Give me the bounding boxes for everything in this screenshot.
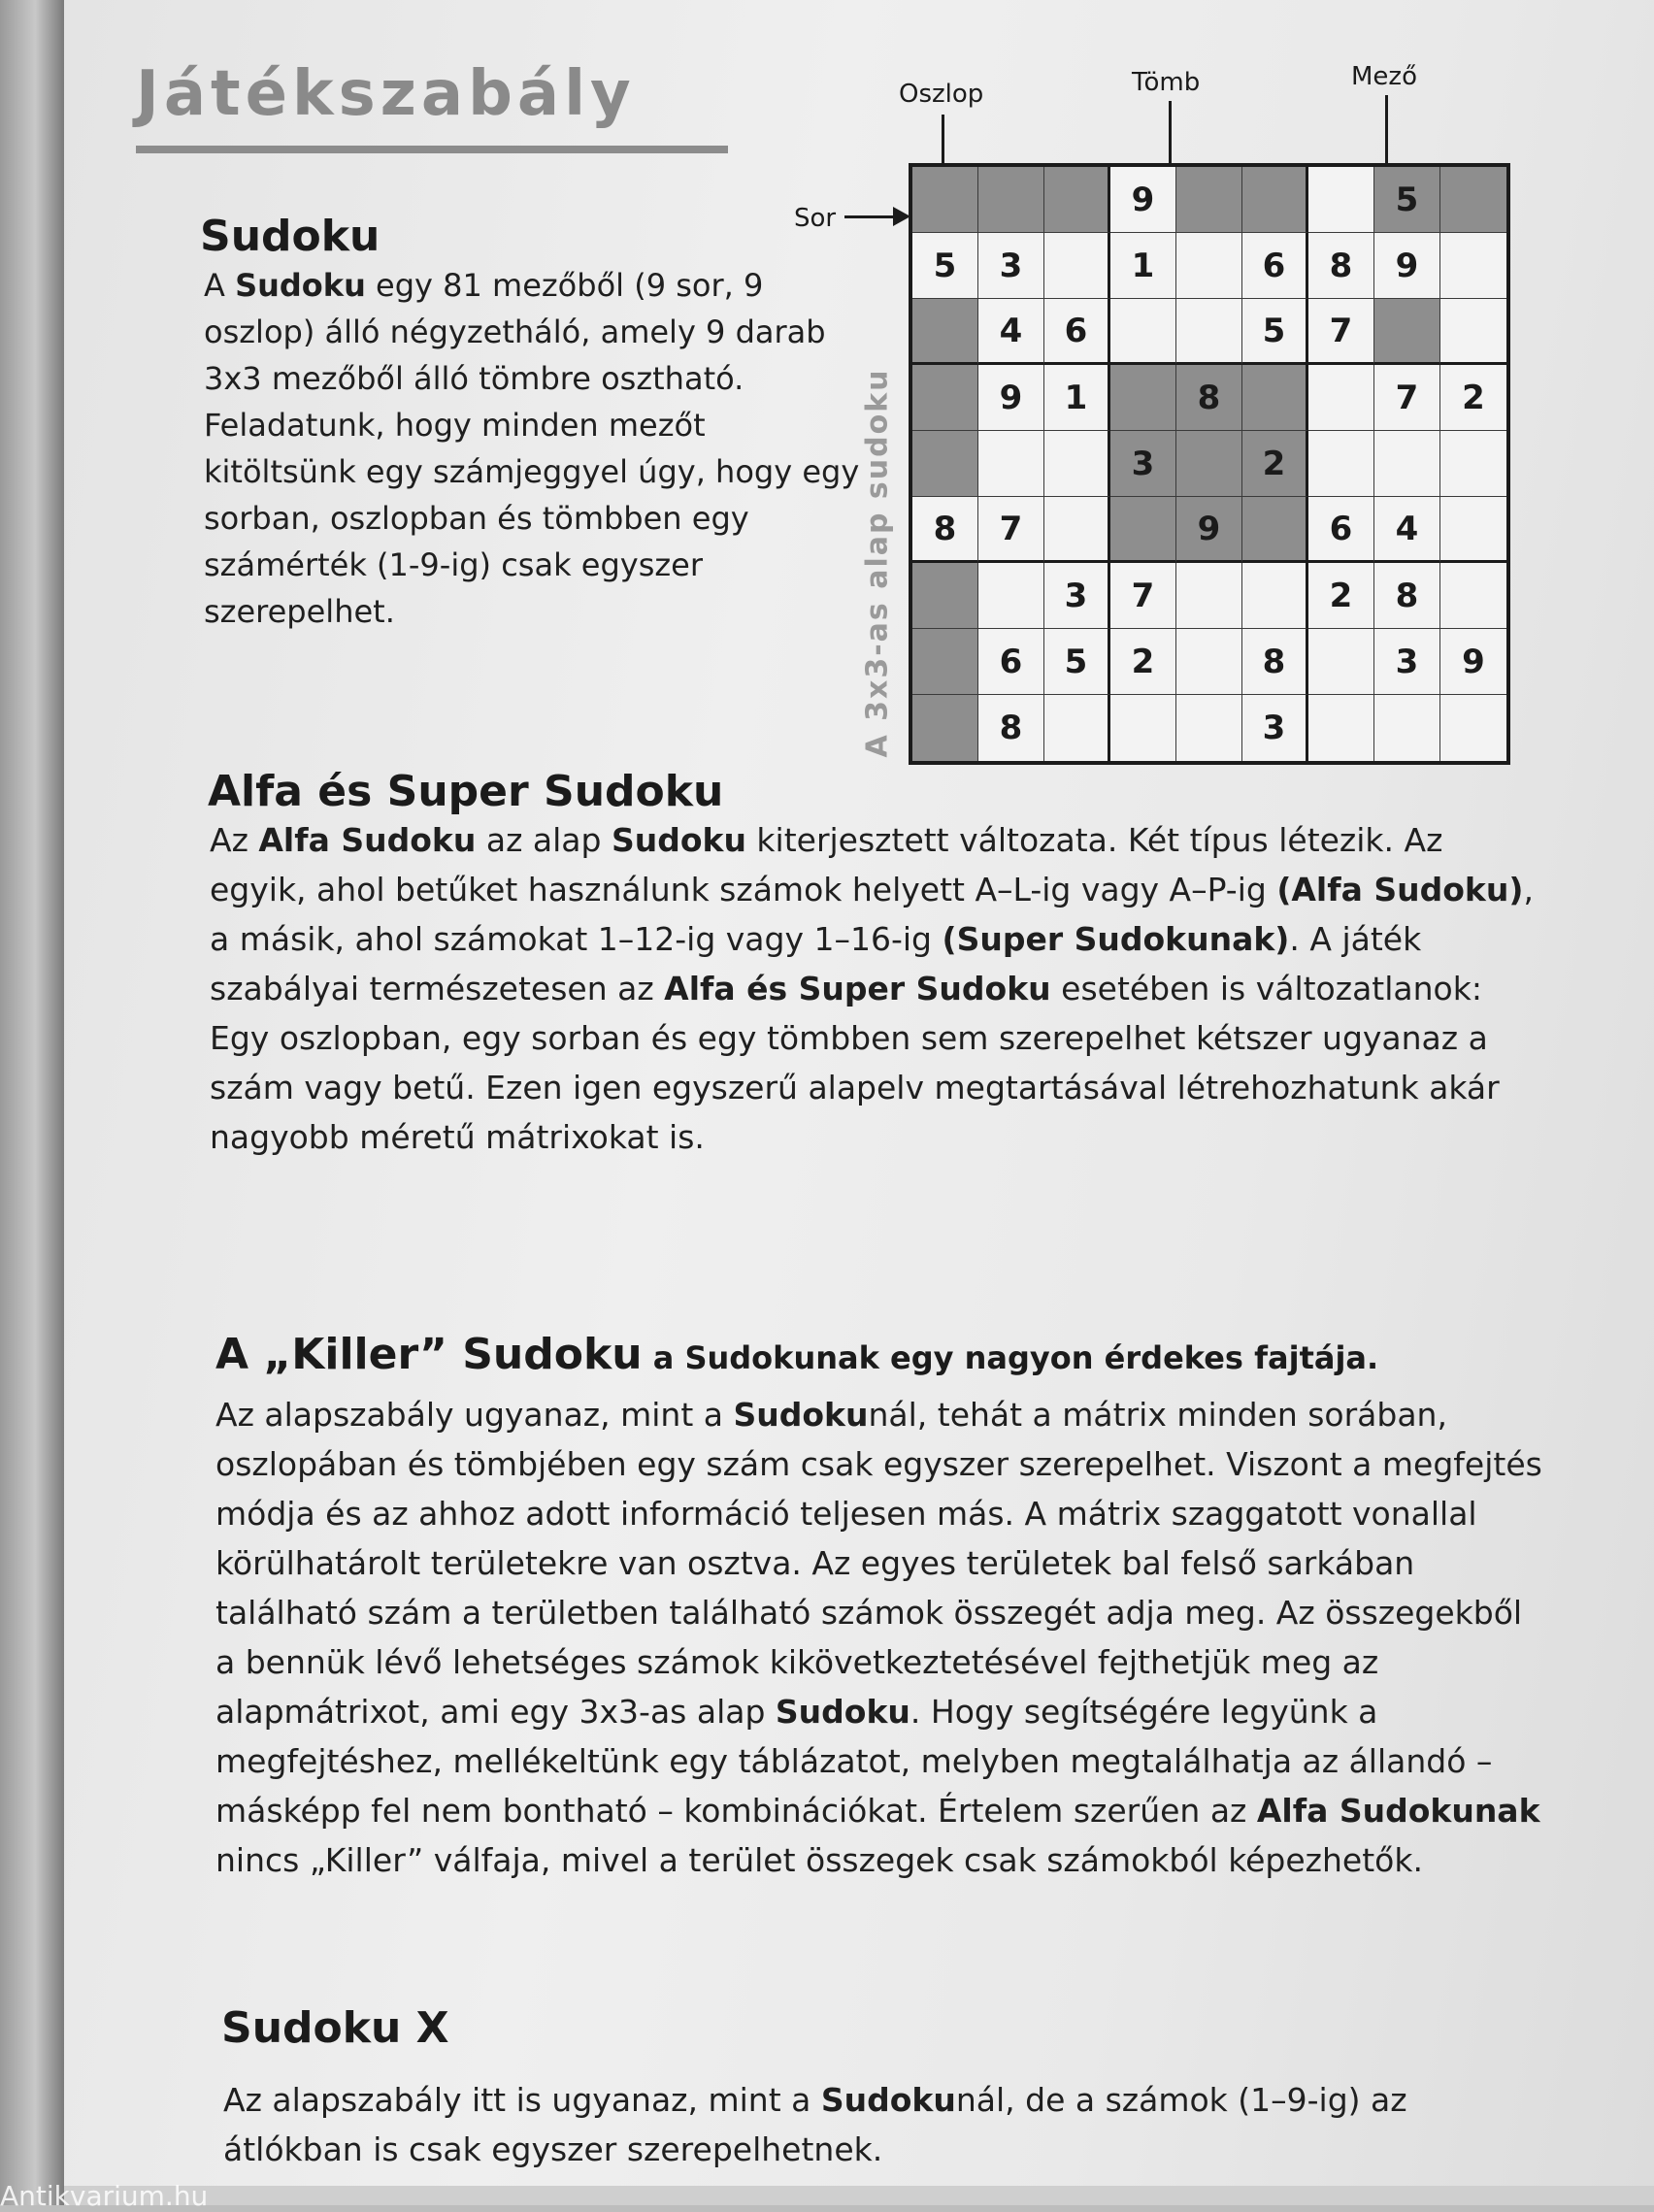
grid-cell <box>1044 167 1110 233</box>
grid-cell: 7 <box>1110 563 1176 629</box>
grid-cell <box>912 629 978 695</box>
grid-cell: 8 <box>1308 233 1374 299</box>
grid-cell <box>978 167 1044 233</box>
page-title: Játékszabály <box>136 58 636 130</box>
grid-cell <box>1110 497 1176 563</box>
grid-cell: 2 <box>1110 629 1176 695</box>
bold-text: (Super Sudokunak) <box>942 920 1290 958</box>
grid-cell: 6 <box>1044 299 1110 365</box>
grid-cell <box>1308 167 1374 233</box>
grid-cell: 8 <box>1374 563 1440 629</box>
grid-cell: 4 <box>978 299 1044 365</box>
grid-cell <box>912 563 978 629</box>
grid-cell <box>1044 497 1110 563</box>
grid-cell: 8 <box>912 497 978 563</box>
label-sor: Sor <box>794 204 837 233</box>
grid-cell <box>1440 431 1506 497</box>
sudoku-heading: Sudoku <box>200 212 380 261</box>
text-run: Az alapszabály ugyanaz, mint a <box>215 1396 734 1434</box>
bold-text: Sudoku <box>611 821 746 859</box>
text-run: Az <box>210 821 259 859</box>
grid-cell <box>1440 233 1506 299</box>
grid-cell: 8 <box>1176 365 1242 431</box>
grid-cell: 7 <box>978 497 1044 563</box>
grid-cell: 6 <box>1242 233 1308 299</box>
grid-cell: 4 <box>1374 497 1440 563</box>
bold-text: Sudoku <box>775 1693 910 1731</box>
grid-cell <box>978 563 1044 629</box>
grid-cell: 2 <box>1242 431 1308 497</box>
grid-cell <box>1242 497 1308 563</box>
grid-cell <box>1242 365 1308 431</box>
grid-cell <box>912 167 978 233</box>
grid-cell: 5 <box>912 233 978 299</box>
grid-cell <box>1440 695 1506 761</box>
grid-cell: 7 <box>1308 299 1374 365</box>
label-tomb: Tömb <box>1132 68 1201 97</box>
grid-cell: 5 <box>1242 299 1308 365</box>
grid-cell <box>1440 497 1506 563</box>
grid-cell: 2 <box>1308 563 1374 629</box>
grid-cell <box>1308 695 1374 761</box>
grid-cell <box>1110 365 1176 431</box>
killer-paragraph <box>215 1390 1545 1885</box>
grid-cell <box>1044 431 1110 497</box>
grid-cell <box>1110 299 1176 365</box>
grid-cell <box>1440 563 1506 629</box>
grid-cell <box>1374 431 1440 497</box>
grid-cell <box>1374 695 1440 761</box>
arrow-oszlop <box>942 115 944 165</box>
grid-cell <box>1308 431 1374 497</box>
text-run: esetében is változatlanok: Egy oszlopban, egy sorban és egy tömbben sem szerepelhet kétszer ugyanaz a szám vagy betű. Ezen igen egyszerű alapelv megtartásával létrehozhatunk akár nagyobb méretű mátrixokat is. <box>210 970 1500 1156</box>
grid-cell <box>1308 365 1374 431</box>
text-run: , a másik, ahol számokat 1–12-ig vagy 1–16-ig <box>210 871 1534 958</box>
text-run: nincs „Killer” válfaja, mivel a terület összegek csak számokból képezhetők. <box>215 1841 1423 1879</box>
book-spine <box>0 0 64 2205</box>
grid-cell: 6 <box>978 629 1044 695</box>
grid-cell: 7 <box>1374 365 1440 431</box>
sudokux-paragraph <box>223 2075 1485 2174</box>
grid-cell <box>1242 167 1308 233</box>
bold-text: Alfa Sudoku <box>258 821 477 859</box>
text-run: nál, de a számok (1–9-ig) az átlókban is csak egyszer szerepelhetnek. <box>223 2081 1407 2168</box>
title-underline <box>136 146 728 153</box>
grid-cell <box>1242 563 1308 629</box>
sudoku-grid <box>909 163 1510 765</box>
grid-cell <box>1176 563 1242 629</box>
grid-cell <box>1044 695 1110 761</box>
label-mezo: Mező <box>1351 62 1417 91</box>
text-run: . A játék szabályai természetesen az <box>210 920 1422 1007</box>
alfa-paragraph <box>210 815 1539 1162</box>
label-oszlop: Oszlop <box>899 80 984 109</box>
page-bottom-edge <box>64 2186 1654 2205</box>
grid-cell <box>912 431 978 497</box>
grid-cell <box>1176 167 1242 233</box>
grid-cell: 8 <box>978 695 1044 761</box>
grid-cell: 9 <box>1440 629 1506 695</box>
grid-cell: 2 <box>1440 365 1506 431</box>
sudokux-heading: Sudoku X <box>221 2003 449 2053</box>
grid-cell <box>1176 233 1242 299</box>
grid-cell: 5 <box>1044 629 1110 695</box>
alfa-heading: Alfa és Super Sudoku <box>208 767 724 816</box>
grid-cell: 5 <box>1374 167 1440 233</box>
grid-cell: 6 <box>1308 497 1374 563</box>
grid-cell <box>1176 299 1242 365</box>
bold-text: Alfa és Super Sudoku <box>664 970 1051 1007</box>
grid-cell <box>1308 629 1374 695</box>
killer-heading <box>215 1330 1378 1379</box>
bold-text: Sudoku <box>820 2081 956 2119</box>
grid-cell <box>1176 695 1242 761</box>
diagram-caption: A 3x3-as alap sudoku <box>860 368 895 758</box>
text-run: az alap <box>476 821 612 859</box>
text-run: nál, tehát a mátrix minden sorában, oszlopában és tömbjében egy szám csak egyszer szerepelhet. Viszont a megfejtés módja és az ahhoz adott információ teljesen más. A mátrix szaggatott vonallal körülhatárolt területekre van osztva. Az egyes területek bal felső sarkában található szám a területben található számok összegét adja meg. Az összegekből a bennük lévő lehetséges számok kikövetkeztetésével fejthetjük meg az alapmátrixot, ami egy 3x3-as alap <box>215 1396 1542 1731</box>
grid-cell: 3 <box>1044 563 1110 629</box>
grid-cell <box>1440 167 1506 233</box>
grid-cell: 9 <box>978 365 1044 431</box>
text-run: . Hogy segítségére legyünk a megfejtéshez, mellékeltünk egy táblázatot, melyben megtalálhatja az állandó – másképp fel nem bontható – kombinációkat. Értelem szerűen az <box>215 1693 1493 1830</box>
grid-cell: 8 <box>1242 629 1308 695</box>
grid-cell: 1 <box>1110 233 1176 299</box>
bold-text: Sudoku <box>235 267 366 304</box>
grid-cell <box>912 695 978 761</box>
grid-cell <box>912 299 978 365</box>
grid-cell: 3 <box>978 233 1044 299</box>
grid-cell <box>1110 695 1176 761</box>
killer-heading-main: A „Killer” Sudoku <box>215 1330 643 1379</box>
grid-cell: 3 <box>1110 431 1176 497</box>
grid-cell: 3 <box>1242 695 1308 761</box>
grid-cell: 1 <box>1044 365 1110 431</box>
grid-cell <box>1044 233 1110 299</box>
arrow-sor <box>844 215 895 218</box>
sudoku-paragraph <box>204 262 864 635</box>
grid-cell <box>1176 629 1242 695</box>
bold-text: Alfa Sudokunak <box>1256 1792 1540 1830</box>
grid-cell <box>1374 299 1440 365</box>
grid-cell: 9 <box>1110 167 1176 233</box>
grid-cell: 9 <box>1374 233 1440 299</box>
grid-cell <box>1440 299 1506 365</box>
killer-heading-sub: a Sudokunak egy nagyon érdekes fajtája. <box>642 1339 1379 1376</box>
grid-cell: 9 <box>1176 497 1242 563</box>
bold-text: Sudoku <box>733 1396 869 1434</box>
text-run: kiterjesztett változata. Két típus létezik. Az egyik, ahol betűket használunk számok helyett A–L-ig vagy A–P-ig <box>210 821 1443 908</box>
grid-cell: 3 <box>1374 629 1440 695</box>
bold-text: (Alfa Sudoku) <box>1276 871 1524 908</box>
text-run: A <box>204 267 236 304</box>
grid-cell <box>912 365 978 431</box>
text-run: Az alapszabály itt is ugyanaz, mint a <box>223 2081 821 2119</box>
grid-cell <box>1176 431 1242 497</box>
text-run: egy 81 mezőből (9 sor, 9 oszlop) álló négyzetháló, amely 9 darab 3x3 mezőből álló tömbre osztható. Feladatunk, hogy minden mezőt kitöltsünk egy számjeggyel úgy, hogy egy sorban, oszlopban és tömbben egy számérték (1-9-ig) csak egyszer szerepelhet. <box>204 267 860 630</box>
watermark: Antikvarium.hu <box>0 2180 209 2212</box>
grid-cell <box>978 431 1044 497</box>
